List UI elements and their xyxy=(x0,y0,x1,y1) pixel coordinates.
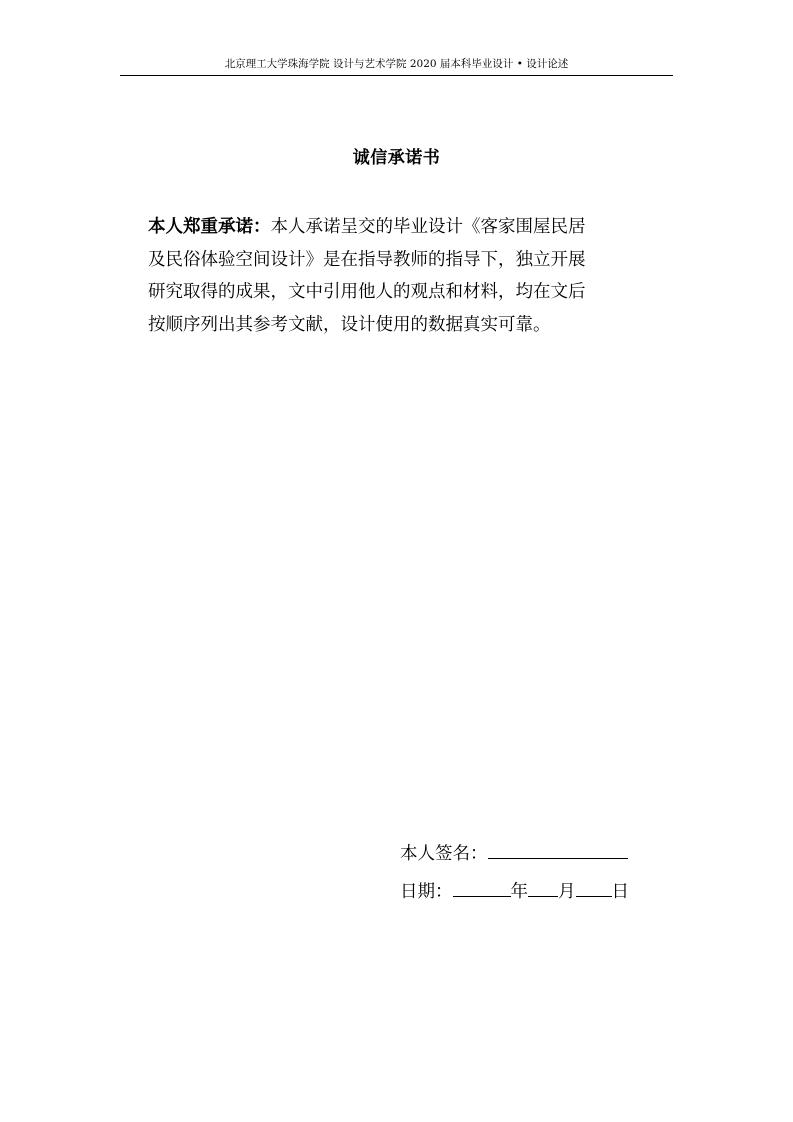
signature-block xyxy=(400,836,629,912)
header-text: 北京理工大学珠海学院 设计与艺术学院 2020 届本科毕业设计 • 设计论述 xyxy=(224,58,569,70)
year-blank[interactable] xyxy=(453,874,511,897)
signature-row xyxy=(400,836,629,874)
pledge-line-1 xyxy=(148,211,648,244)
pledge-line-4: 按顺序列出其参考文献，设计使用的数据真实可靠。 xyxy=(148,315,551,336)
month-label: 月 xyxy=(558,882,576,902)
pledge-line-3: 研究取得的成果，文中引用他人的观点和材料，均在文后 xyxy=(148,282,586,303)
month-blank[interactable] xyxy=(528,874,558,897)
document-title: 诚信承诺书 xyxy=(352,148,441,168)
day-blank[interactable] xyxy=(576,874,612,897)
pledge-text-1: 本人承诺呈交的毕业设计《客家围屋民居 xyxy=(270,217,586,237)
pledge-lead: 本人郑重承诺： xyxy=(148,217,271,237)
signature-blank[interactable] xyxy=(488,836,628,859)
date-row xyxy=(400,874,629,912)
day-label: 日 xyxy=(611,882,629,902)
pledge-line-2: 及民俗体验空间设计》是在指导教师的指导下，独立开展 xyxy=(148,249,586,270)
signature-label: 本人签名： xyxy=(400,844,488,864)
year-label: 年 xyxy=(510,882,528,902)
date-label: 日期： xyxy=(400,882,453,902)
pledge-paragraph xyxy=(148,211,648,342)
page-header xyxy=(120,57,673,76)
